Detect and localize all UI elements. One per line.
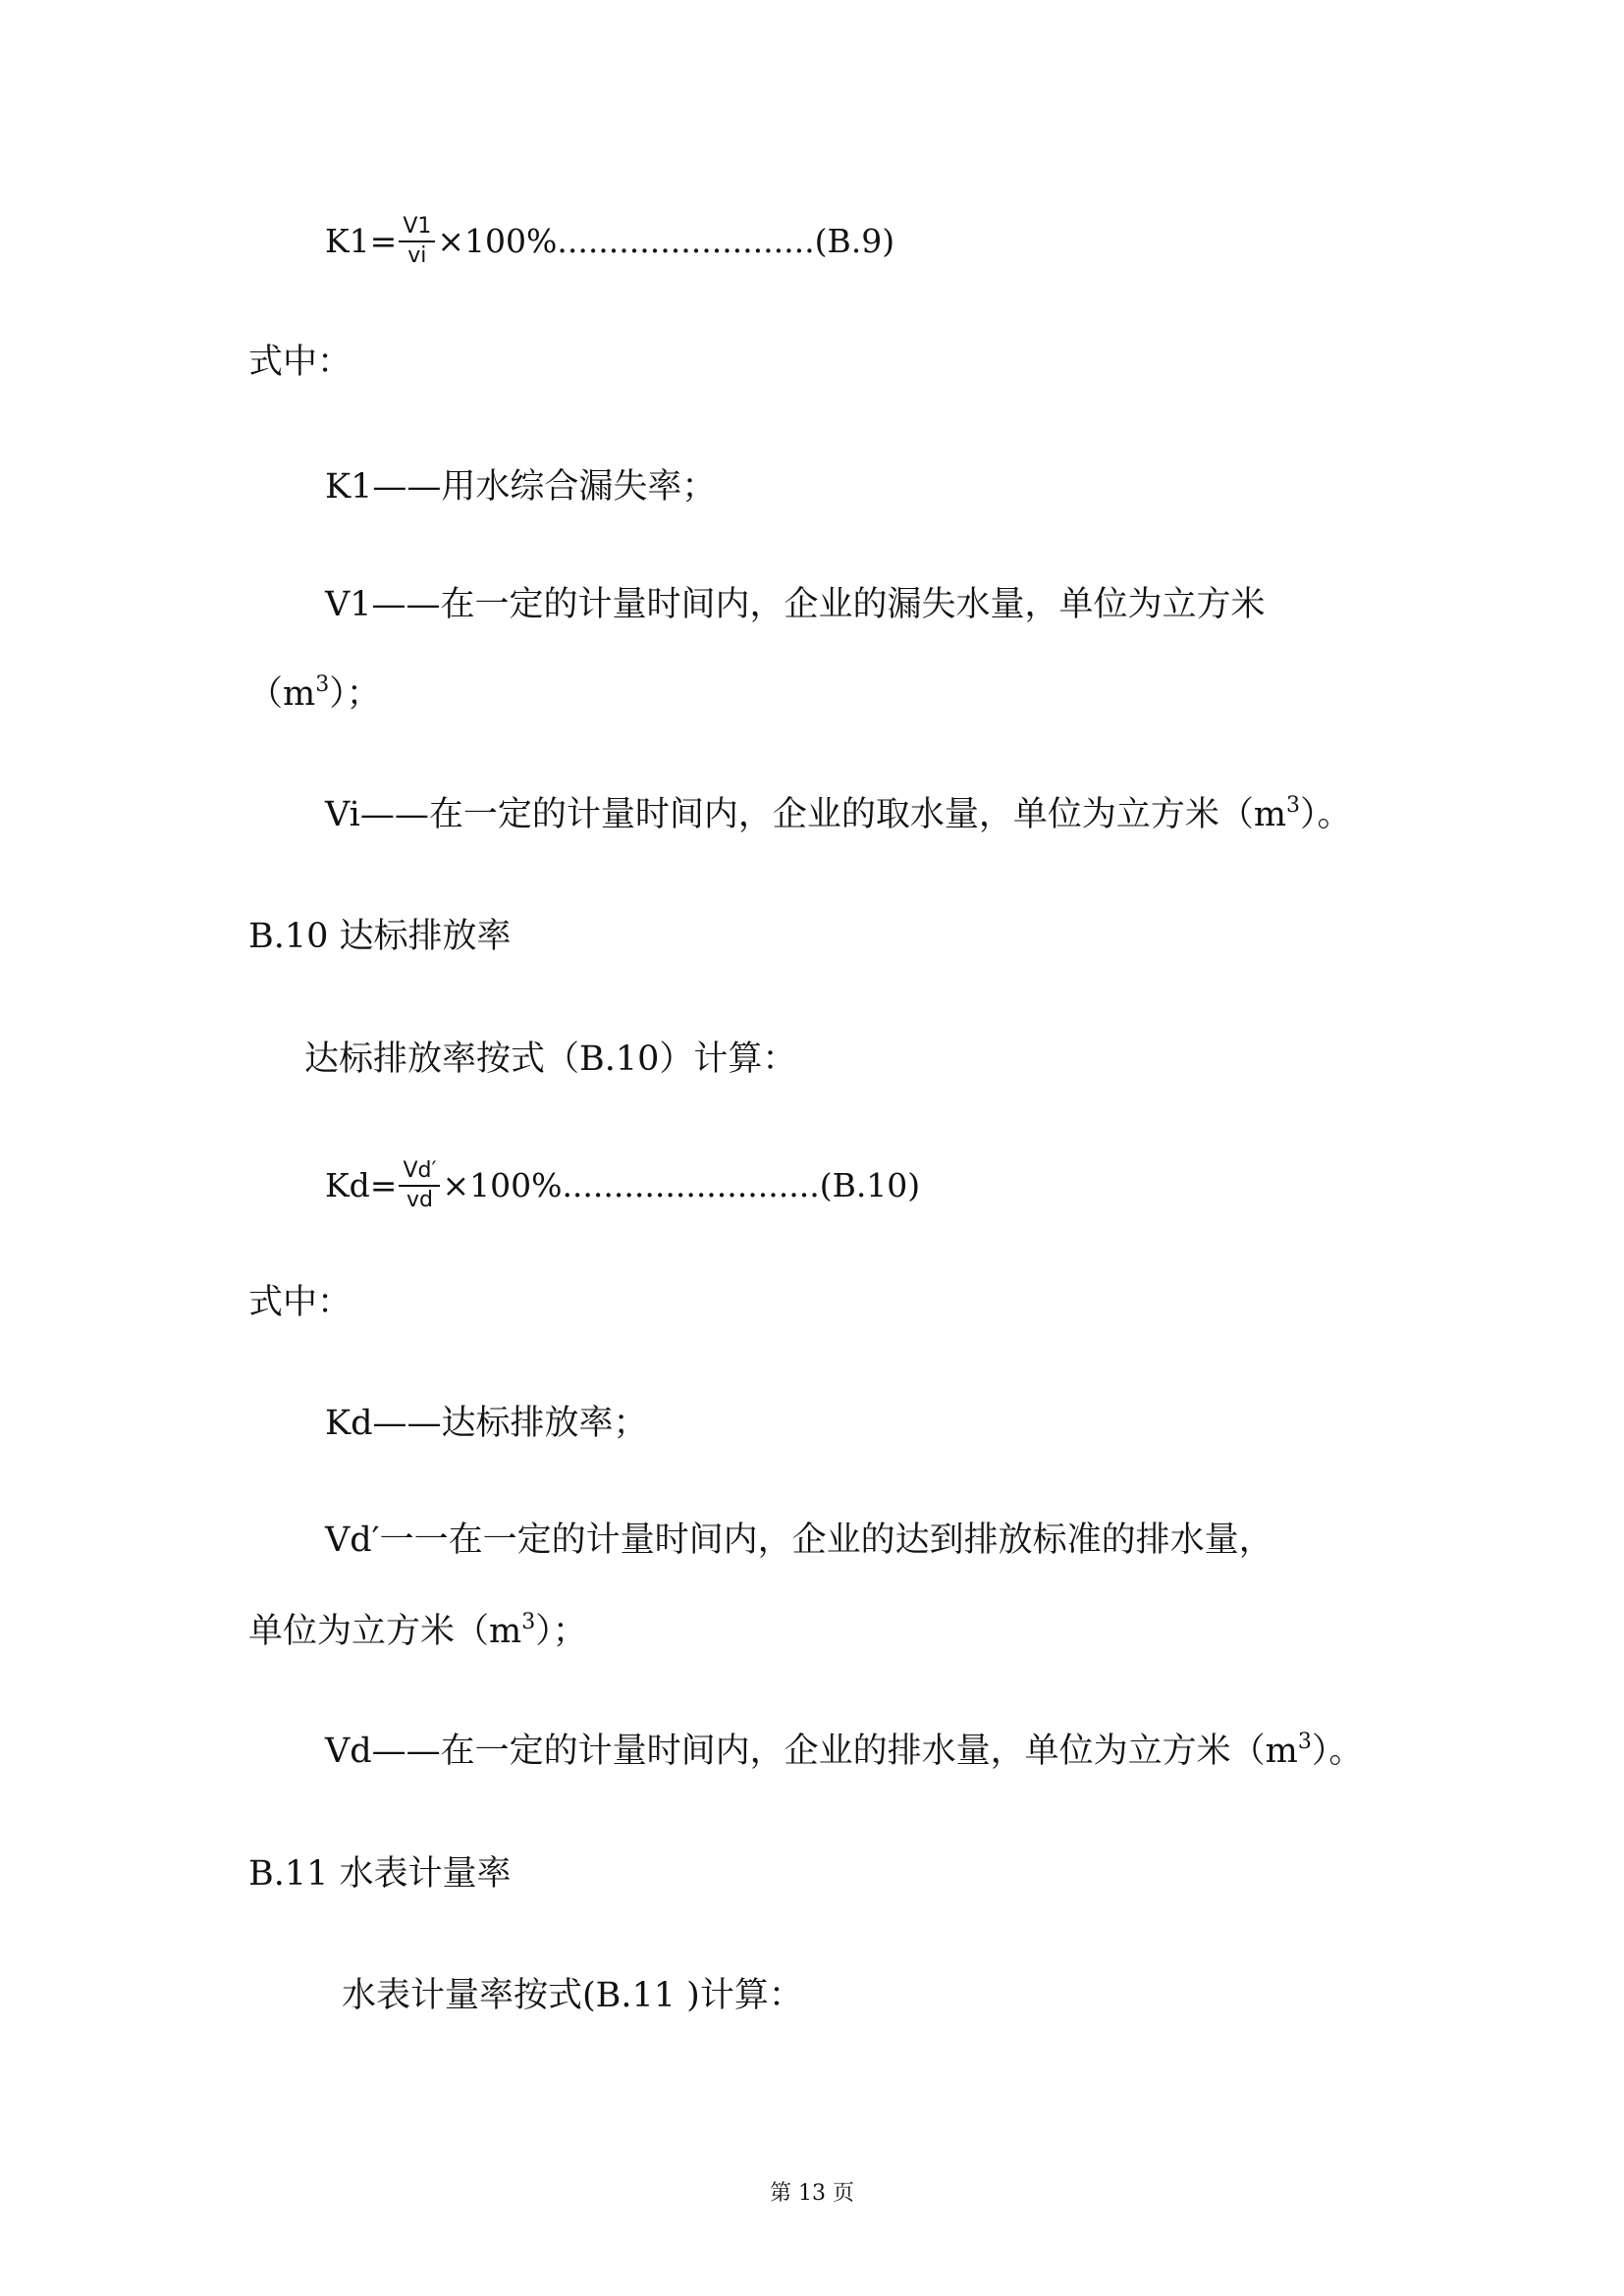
intro-b11: 水表计量率按式(B.11 )计算： bbox=[342, 1976, 803, 2015]
where-label-2: 式中： bbox=[248, 1283, 352, 1322]
definition-vd-text: Vd——在一定的计量时间内，企业的排水量，单位为立方米（m bbox=[325, 1732, 1298, 1771]
heading-b10: B.10 达标排放率 bbox=[248, 917, 512, 956]
formula-b9-denominator: vi bbox=[407, 243, 427, 268]
definition-kd: Kd——达标排放率； bbox=[325, 1404, 648, 1443]
formula-b10-rhs: ×100%.........................(B.10) bbox=[442, 1166, 921, 1204]
formula-b9-rhs: ×100%.........................(B.9) bbox=[437, 222, 895, 260]
page-number: 第 13 页 bbox=[770, 2181, 854, 2206]
formula-b9-lhs: K1= bbox=[325, 222, 398, 260]
definition-v1: V1——在一定的计量时间内，企业的漏失水量，单位为立方米 bbox=[325, 585, 1266, 624]
definition-vd-prime-unit-close: ）； bbox=[535, 1612, 587, 1651]
formula-b10-fraction bbox=[399, 1158, 440, 1213]
definition-v1-unit-close: ）； bbox=[329, 674, 381, 714]
definition-v1-unit-text: （m bbox=[248, 674, 316, 714]
superscript: 3 bbox=[315, 672, 330, 697]
definition-vd-prime-unit bbox=[248, 1610, 587, 1658]
superscript: 3 bbox=[521, 1610, 536, 1634]
superscript: 3 bbox=[1286, 793, 1301, 818]
formula-b9 bbox=[325, 214, 894, 269]
definition-vi-close: ）。 bbox=[1300, 795, 1352, 834]
definition-k1: K1——用水综合漏失率； bbox=[325, 467, 717, 507]
definition-vd-close: ）。 bbox=[1311, 1732, 1364, 1771]
definition-vd bbox=[325, 1730, 1363, 1778]
definition-v1-unit bbox=[248, 672, 381, 721]
intro-b10: 达标排放率按式（B.10）计算： bbox=[304, 1040, 797, 1079]
definition-vi bbox=[325, 793, 1352, 841]
formula-b10-denominator: vd bbox=[406, 1188, 433, 1212]
definition-vd-prime: Vd′一一在一定的计量时间内，企业的达到排放标准的排水量， bbox=[325, 1521, 1273, 1560]
definition-vd-prime-unit-text: 单位为立方米（m bbox=[248, 1612, 522, 1651]
formula-b10-lhs: Kd= bbox=[325, 1166, 398, 1204]
definition-vi-text: Vi——在一定的计量时间内，企业的取水量，单位为立方米（m bbox=[325, 795, 1287, 834]
formula-b10 bbox=[325, 1158, 920, 1213]
formula-b9-fraction bbox=[399, 214, 435, 269]
where-label-1: 式中： bbox=[248, 343, 352, 382]
formula-b10-numerator: Vd′ bbox=[399, 1158, 440, 1187]
formula-b9-numerator: V1 bbox=[399, 214, 435, 242]
superscript: 3 bbox=[1297, 1730, 1312, 1754]
heading-b11: B.11 水表计量率 bbox=[248, 1854, 512, 1894]
